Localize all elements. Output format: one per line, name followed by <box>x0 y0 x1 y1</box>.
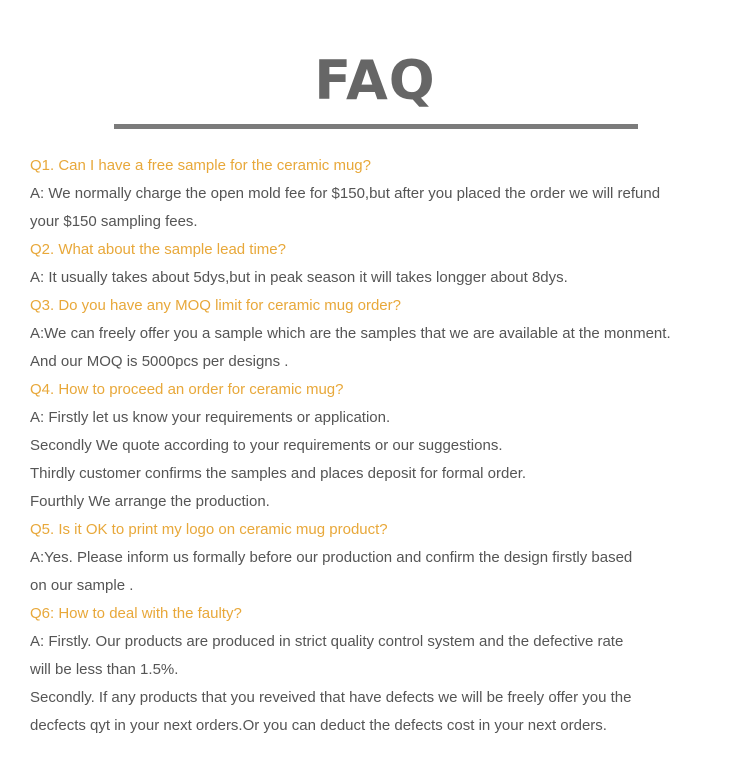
faq-answer-6-line-4: decfects qyt in your next orders.Or you can deduct the defects cost in your next orders. <box>30 717 607 734</box>
faq-answer-1-line-1: A: We normally charge the open mold fee for $150,but after you placed the order we will refund <box>30 185 661 202</box>
faq-answer-2-line-1: A: It usually takes about 5dys,but in peak season it will takes longger about 8dys. <box>30 269 568 286</box>
faq-question-1: Q1. Can I have a free sample for the ceramic mug? <box>30 157 371 174</box>
faq-question-2: Q2. What about the sample lead time? <box>30 241 286 258</box>
faq-answer-1-line-2: your $150 sampling fees. <box>30 213 198 230</box>
faq-answer-6-line-3: Secondly. If any products that you reveived that have defects we will be freely offer you the <box>30 689 632 706</box>
faq-answer-5-line-2: on our sample . <box>30 577 134 594</box>
faq-list <box>30 152 730 740</box>
faq-answer-6-line-2: will be less than 1.5%. <box>30 661 179 678</box>
faq-answer-3-line-2: And our MOQ is 5000pcs per designs . <box>30 353 289 370</box>
faq-answer-5-line-1: A:Yes. Please inform us formally before our production and confirm the design firstly based <box>30 549 633 566</box>
page-title: FAQ <box>314 49 436 112</box>
faq-question-3: Q3. Do you have any MOQ limit for ceramic mug order? <box>30 297 401 314</box>
faq-question-4: Q4. How to proceed an order for ceramic mug? <box>30 381 344 398</box>
title-divider <box>114 124 638 129</box>
faq-answer-4-line-3: Thirdly customer confirms the samples and places deposit for formal order. <box>30 465 527 482</box>
faq-answer-3-line-1: A:We can freely offer you a sample which are the samples that we are available at the monment. <box>30 325 671 342</box>
faq-question-6: Q6: How to deal with the faulty? <box>30 605 242 622</box>
faq-answer-4-line-1: A: Firstly let us know your requirements or application. <box>30 409 391 426</box>
faq-answer-6-line-1: A: Firstly. Our products are produced in strict quality control system and the defective rate <box>30 633 624 650</box>
faq-answer-4-line-4: Fourthly We arrange the production. <box>30 493 270 510</box>
faq-question-5: Q5. Is it OK to print my logo on ceramic mug product? <box>30 521 388 538</box>
faq-answer-4-line-2: Secondly We quote according to your requirements or our suggestions. <box>30 437 503 454</box>
